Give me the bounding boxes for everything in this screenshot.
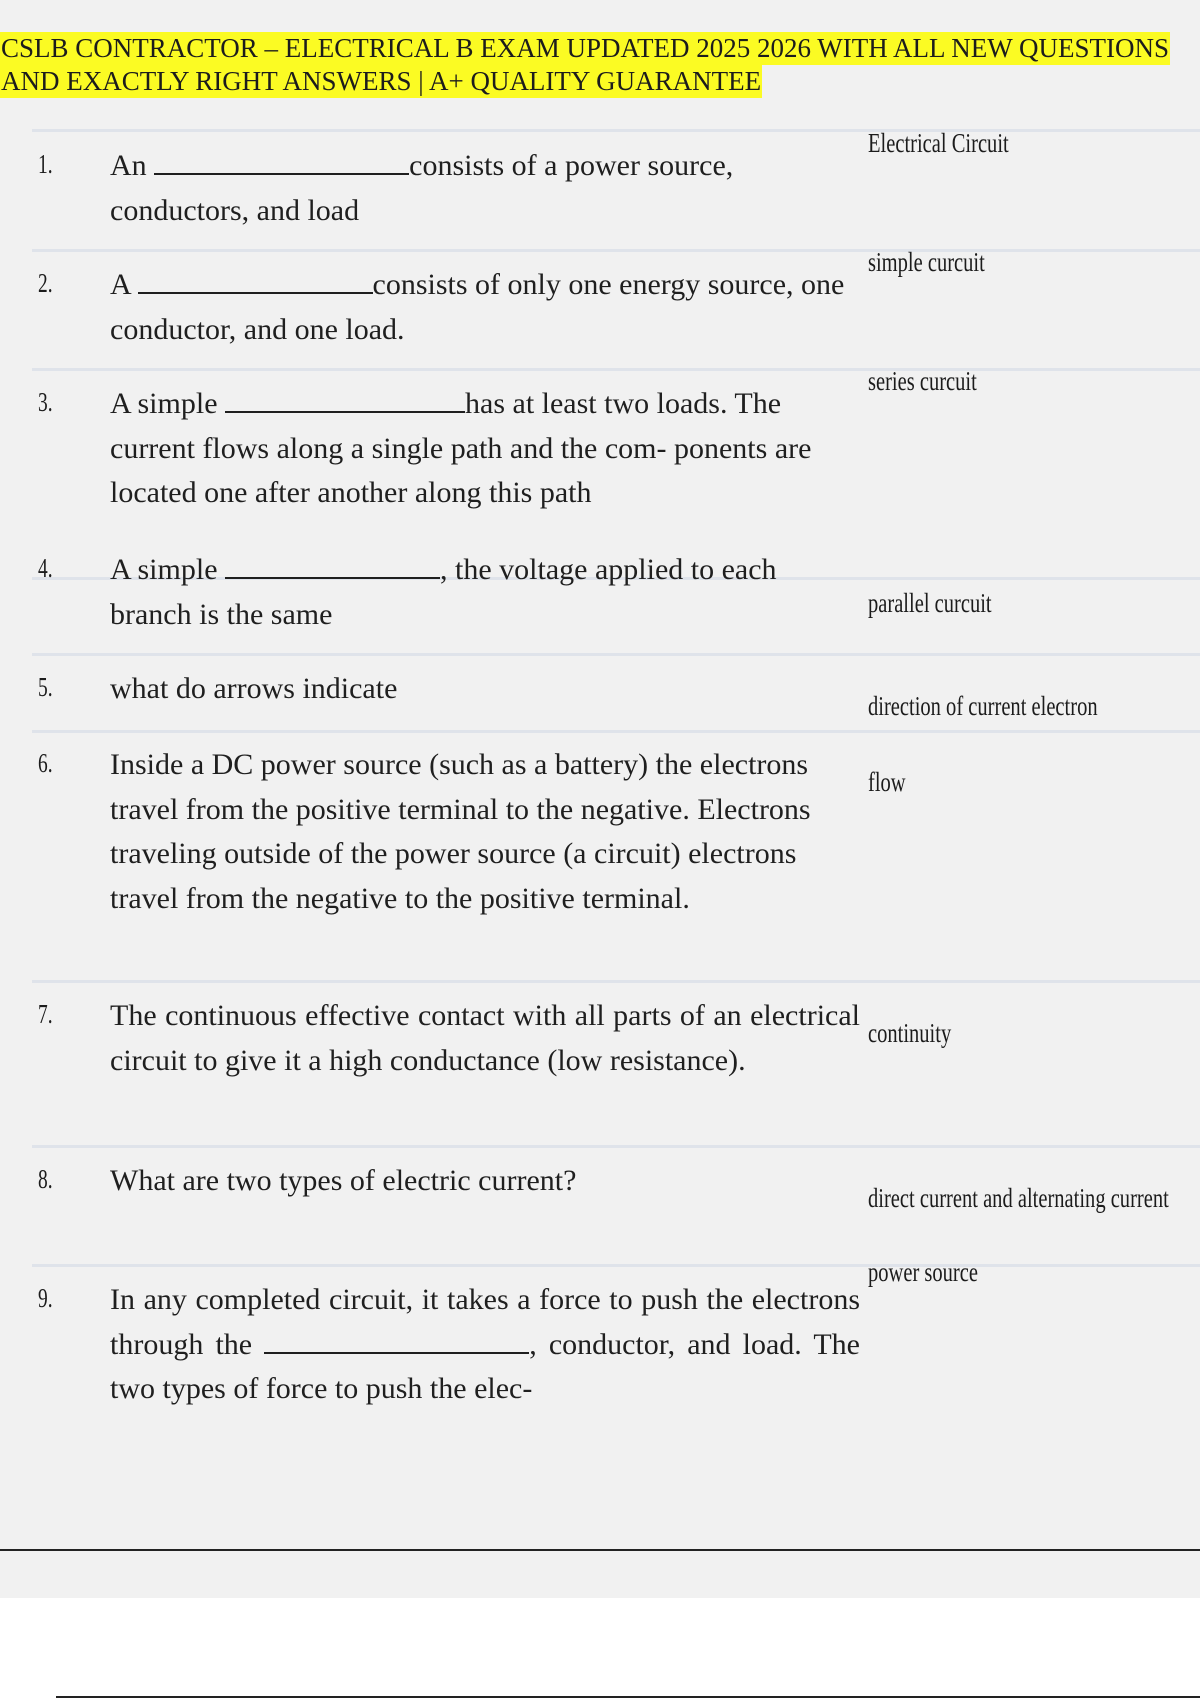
row-divider	[32, 1264, 1200, 1267]
row-divider	[32, 129, 1200, 132]
row-divider	[32, 730, 1200, 733]
answer-text: parallel curcuit	[868, 588, 992, 618]
answer-blank	[225, 550, 440, 579]
question-text: what do arrows indicate	[110, 672, 398, 705]
question-text	[110, 144, 860, 233]
question-text: What are two types of electric current?	[110, 1164, 577, 1197]
question-text-start: An	[110, 149, 147, 182]
question-text-start: In any completed circuit, it takes a force to push the electrons through the	[110, 1283, 860, 1361]
answer-text: series curcuit	[868, 366, 977, 396]
question-text-end: , conductor, and load. The two types of force to push the elec-	[110, 1327, 860, 1405]
question-text-start: A simple	[110, 387, 218, 420]
answer-blank	[264, 1325, 529, 1354]
question-text-end: consists of only one energy source, one conductor, and one load.	[110, 268, 845, 346]
item-number: 3.	[38, 387, 53, 417]
document-title	[0, 32, 1200, 98]
answer-blank	[138, 265, 373, 294]
answer-text: direction of current electron	[868, 691, 1098, 721]
item-number: 7.	[38, 999, 53, 1029]
question-text	[110, 263, 860, 352]
row-divider	[32, 653, 1200, 656]
item-number: 9.	[38, 1283, 53, 1313]
row-divider	[32, 249, 1200, 252]
question-text-end: consists of a power source, conductors, and load	[110, 149, 734, 227]
item-number: 1.	[38, 149, 53, 179]
item-number: 6.	[38, 748, 53, 778]
row-divider	[32, 980, 1200, 983]
title-line-2: AND EXACTLY RIGHT ANSWERS | A+ QUALITY GUARANTEE	[1, 66, 762, 96]
question-text-start: A	[110, 268, 131, 301]
question-text	[110, 1278, 860, 1412]
answer-text: continuity	[868, 1018, 952, 1048]
question-text	[110, 382, 860, 516]
answer-text: flow	[868, 767, 906, 797]
question-text: The continuous effective contact with all parts of an electrical circuit to give it a high conductance (low resistance).	[110, 999, 860, 1077]
item-number: 4.	[38, 553, 53, 583]
row-divider	[32, 368, 1200, 371]
page-bottom-rule	[0, 1549, 1200, 1551]
footer-rule	[56, 1696, 1200, 1698]
item-number: 8.	[38, 1164, 53, 1194]
answer-blank	[154, 146, 409, 175]
item-number: 2.	[38, 268, 53, 298]
question-text-end: has at least two loads. The current flows along a single path and the com- ponents are located one after another along this path	[110, 387, 812, 509]
answer-blank	[225, 384, 465, 413]
answer-text: simple curcuit	[868, 247, 985, 277]
question-text-end: , the voltage applied to each branch is the same	[110, 553, 777, 631]
question-text: Inside a DC power source (such as a battery) the electrons travel from the positive terminal to the negative. Electrons traveling outside of the power source (a circuit) electrons travel from the negative to the positive terminal.	[110, 748, 811, 915]
answer-text: direct current and alternating current	[868, 1183, 1169, 1213]
answer-text: Electrical Circuit	[868, 128, 1009, 158]
answer-text: power source	[868, 1257, 978, 1287]
question-text	[110, 548, 860, 637]
question-text-start: A simple	[110, 553, 218, 586]
row-divider	[32, 1145, 1200, 1148]
item-number: 5.	[38, 672, 53, 702]
title-line-1: CSLB CONTRACTOR – ELECTRICAL B EXAM UPDATED 2025 2026 WITH ALL NEW QUESTIONS	[1, 33, 1170, 63]
